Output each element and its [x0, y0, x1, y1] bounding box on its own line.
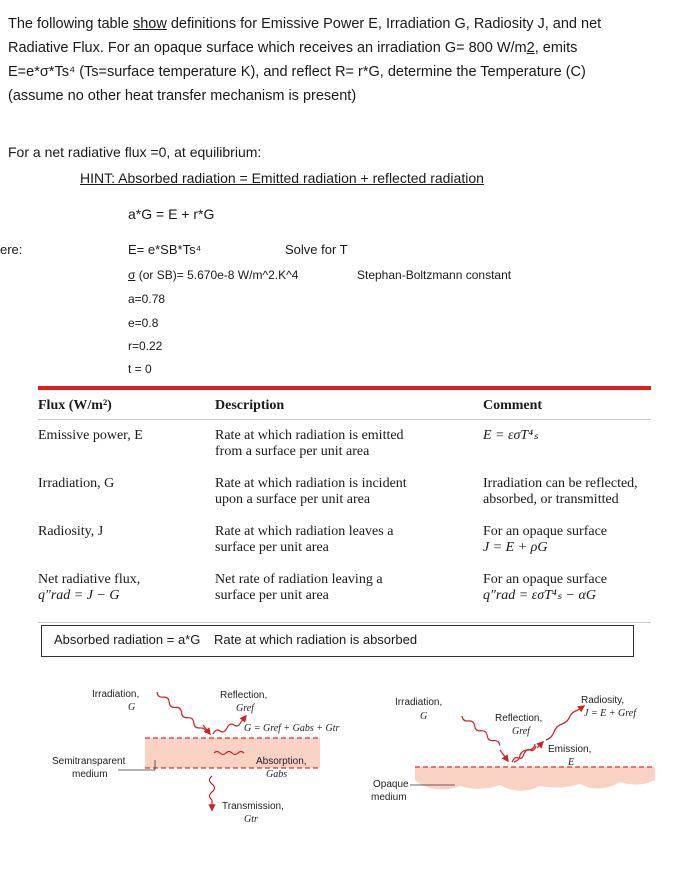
irradiation-ray-left: [156, 690, 208, 734]
header-flux: Flux (W/m²): [38, 398, 112, 413]
reflection-label-right: Reflection,: [495, 713, 543, 724]
medium-label-right-1: Opaque: [373, 779, 409, 790]
row-irradiation-flux: Irradiation, G: [38, 476, 115, 491]
row-net-desc: Net rate of radiation leaving a surface per unit area: [215, 572, 383, 603]
absorptivity-value: a=0.78: [128, 292, 166, 306]
problem-line-3: E=e*σ*Ts⁴ (Ts=surface temperature K), and reflect R= r*G, determine the Temperature (C): [8, 64, 586, 80]
opaque-slab: [415, 767, 655, 791]
show-word: show: [132, 16, 167, 32]
reflection-ray-left: [213, 722, 241, 734]
header-comment: Comment: [483, 398, 543, 413]
header-description: Description: [215, 398, 285, 413]
emission-symbol: E: [568, 757, 575, 768]
hint-text: HINT: Absorbed radiation = Emitted radiation + reflected radiation: [80, 170, 484, 186]
transmission-ray: [210, 776, 215, 800]
unit-exponent: 2: [526, 40, 535, 56]
absorption-label: Absorption,: [256, 756, 307, 767]
irradiation-label-left: Irradiation,: [92, 689, 140, 700]
row-emissive-desc: Rate at which radiation is emitted from a surface per unit area: [215, 428, 404, 459]
row-radiosity-comment: For an opaque surface J = E + ρG: [483, 524, 608, 555]
absorbed-radiation-desc: Rate at which radiation is absorbed: [213, 632, 418, 647]
absorbed-radiation-eq: Absorbed radiation = a*G: [54, 632, 201, 647]
row-emissive-flux: Emissive power, E: [38, 428, 143, 443]
reflection-symbol-right: Gref: [512, 726, 530, 737]
emissivity-value: e=0.8: [128, 316, 159, 330]
irradiation-symbol-right: G: [420, 711, 428, 722]
reflection-symbol-left: Gref: [236, 703, 254, 714]
absorbed-radiation-box: [41, 625, 634, 657]
medium-label-right-2: medium: [371, 792, 407, 803]
balance-equation: a*G = E + r*G: [128, 206, 215, 222]
row-emissive-comment: E = εσT⁴ₛ: [483, 428, 539, 443]
transmissivity-value: t = 0: [128, 362, 152, 376]
equilibrium-intro: For a net radiative flux =0, at equilibrium:: [8, 144, 262, 160]
radiosity-equation: J = E + Gref: [584, 708, 637, 719]
radiosity-label: Radiosity,: [581, 695, 625, 706]
medium-label-left-1: Semitransparent: [52, 756, 126, 767]
radiation-figure: [0, 670, 687, 887]
problem-line-4: (assume no other heat transfer mechanism is present): [8, 88, 357, 104]
reflection-label-left: Reflection,: [220, 690, 268, 701]
transmission-label: Transmission,: [222, 801, 284, 812]
reflectivity-value: r=0.22: [128, 339, 163, 353]
absorption-symbol: Gabs: [266, 769, 288, 780]
problem-statement: [8, 12, 668, 108]
emission-label: Emission,: [548, 744, 592, 755]
row-net-flux: Net radiative flux, q″rad = J − G: [38, 572, 141, 603]
radiosity-ray: [546, 710, 578, 740]
balance-equation-figure: G = Gref + Gabs + Gtr: [244, 723, 340, 734]
irradiation-label-right: Irradiation,: [395, 697, 443, 708]
where-fragment: ere:: [0, 242, 23, 257]
emissive-equation: E= e*SB*Ts⁴: [128, 242, 202, 257]
table-bottom-rule: [38, 622, 651, 623]
transmission-symbol: Gtr: [244, 814, 258, 825]
row-radiosity-desc: Rate at which radiation leaves a surface per unit area: [215, 524, 394, 555]
problem-line-1: The following table show definitions for Emissive Power E, Irradiation G, Radiosity J, and net: [8, 16, 602, 32]
solve-for-t: Solve for T: [285, 242, 348, 257]
semitransparent-medium-panel: [52, 689, 340, 825]
row-net-comment: For an opaque surface q″rad = εσT⁴ₛ − αG: [483, 572, 608, 603]
sigma-symbol: σ: [128, 268, 136, 282]
header-rule: [38, 419, 651, 420]
row-irradiation-comment: Irradiation can be reflected, absorbed, or transmitted: [483, 476, 638, 507]
table-top-bar: [38, 386, 651, 390]
row-radiosity-flux: Radiosity, J: [38, 524, 104, 539]
medium-label-left-2: medium: [72, 769, 108, 780]
irradiation-symbol-left: G: [128, 702, 136, 713]
problem-line-2: Radiative Flux. For an opaque surface which receives an irradiation G= 800 W/m2, emits: [8, 40, 578, 56]
sigma-constant: σ (or SB)= 5.670e-8 W/m^2.K^4: [128, 268, 299, 282]
sb-constant-label: Stephan-Boltzmann constant: [357, 268, 512, 282]
opaque-medium-panel: [371, 695, 655, 803]
row-irradiation-desc: Rate at which radiation is incident upon a surface per unit area: [215, 476, 407, 507]
